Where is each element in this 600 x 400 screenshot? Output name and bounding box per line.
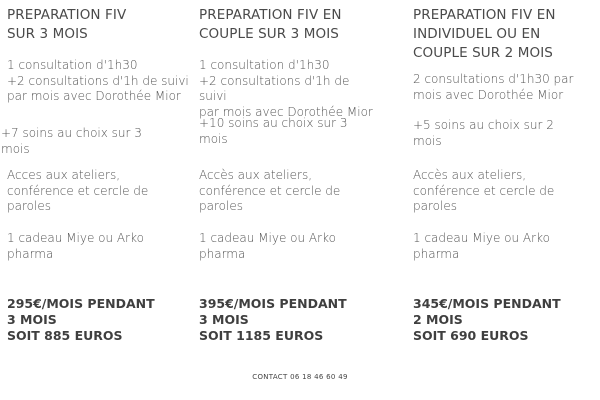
offer-price: 395€/MOIS PENDANT 3 MOIS SOIT 1185 EUROS [199, 296, 347, 343]
offer-ateliers: Accès aux ateliers, conférence et cercle de paroles [199, 168, 341, 213]
offer-consultations: 1 consultation d'1h30 +2 consultations d'1h de suivi par mois avec Dorothée Mior [199, 58, 373, 119]
offer-consultations: 1 consultation d'1h30 +2 consultations d'1h de suivi par mois avec Dorothée Mior [7, 58, 189, 103]
offer-soins: +5 soins au choix sur 2 mois [413, 118, 554, 148]
contact-phone: CONTACT 06 18 46 60 49 [252, 373, 348, 381]
offer-cadeau: 1 cadeau Miye ou Arko pharma [199, 231, 336, 261]
offer-cadeau: 1 cadeau Miye ou Arko pharma [413, 231, 550, 261]
offer-title: PREPARATION FIV EN INDIVIDUEL OU EN COUPLE SUR 2 MOIS [413, 7, 556, 61]
offer-title: PREPARATION FIV EN COUPLE SUR 3 MOIS [199, 7, 342, 42]
offer-cadeau: 1 cadeau Miye ou Arko pharma [7, 231, 144, 261]
offer-soins: +10 soins au choix sur 3 mois [199, 116, 348, 146]
offer-soins: +7 soins au choix sur 3 mois [1, 126, 142, 156]
offer-price: 345€/MOIS PENDANT 2 MOIS SOIT 690 EUROS [413, 296, 561, 343]
offer-price: 295€/MOIS PENDANT 3 MOIS SOIT 885 EUROS [7, 296, 155, 343]
offer-title: PREPARATION FIV SUR 3 MOIS [7, 7, 127, 42]
offer-consultations: 2 consultations d'1h30 par mois avec Dorothée Mior [413, 72, 574, 102]
offer-ateliers: Accès aux ateliers, conférence et cercle de paroles [413, 168, 555, 213]
offer-ateliers: Acces aux ateliers, conférence et cercle de paroles [7, 168, 149, 213]
